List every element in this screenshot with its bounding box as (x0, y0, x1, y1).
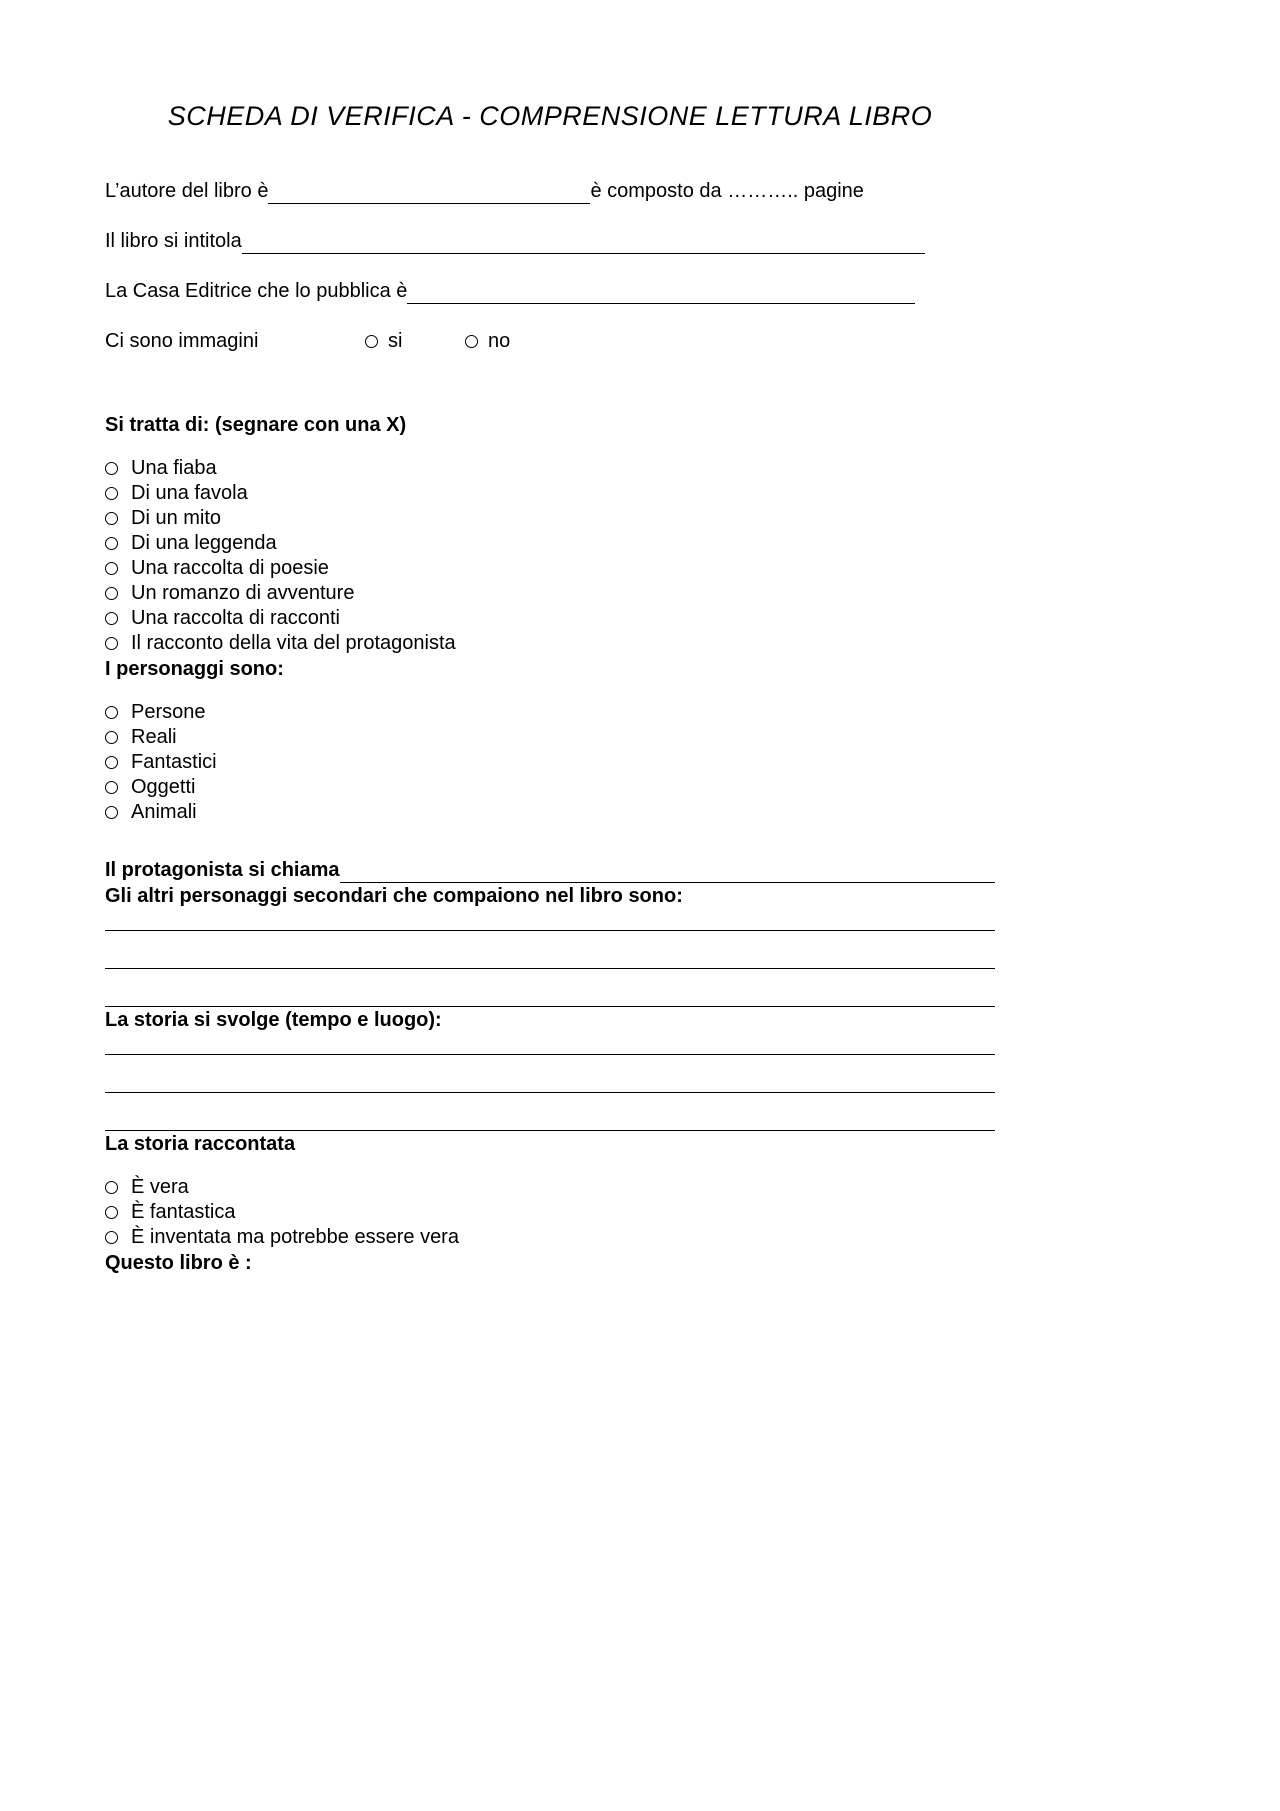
images-option-si[interactable] (365, 328, 465, 354)
section-heading-raccontata: La storia raccontata (105, 1133, 296, 1155)
radio-circle-icon[interactable] (465, 335, 478, 348)
option-item[interactable] (105, 1225, 995, 1250)
option-item[interactable] (105, 581, 995, 606)
option-label: Una raccolta di poesie (131, 557, 329, 579)
option-item[interactable] (105, 775, 995, 800)
radio-circle-icon[interactable] (105, 1206, 118, 1219)
option-item[interactable] (105, 456, 995, 481)
radio-circle-icon[interactable] (105, 537, 118, 550)
story-options-list (105, 1175, 995, 1250)
radio-circle-icon[interactable] (105, 462, 118, 475)
book-title-line (105, 228, 925, 254)
section-heading-secondari: Gli altri personaggi secondari che compaiono nel libro sono: (105, 885, 683, 907)
section-heading-personaggi: I personaggi sono: (105, 658, 284, 680)
book-title-label: Il libro si intitola (105, 230, 242, 252)
option-label: Oggetti (131, 776, 196, 798)
option-label: Animali (131, 801, 197, 823)
radio-circle-icon[interactable] (105, 487, 118, 500)
images-line (105, 328, 995, 354)
option-label: Il racconto della vita del protagonista (131, 632, 456, 654)
radio-circle-icon[interactable] (105, 756, 118, 769)
radio-circle-icon[interactable] (105, 731, 118, 744)
option-label: Un romanzo di avventure (131, 582, 355, 604)
option-label: Di un mito (131, 507, 222, 529)
protagonist-blank-field[interactable] (340, 859, 995, 883)
write-line-field[interactable] (105, 931, 995, 969)
radio-circle-icon[interactable] (105, 1181, 118, 1194)
radio-circle-icon[interactable] (105, 806, 118, 819)
option-item[interactable] (105, 506, 995, 531)
publisher-blank-field[interactable] (407, 280, 915, 304)
section-heading-questo-libro: Questo libro è : (105, 1252, 252, 1274)
radio-circle-icon[interactable] (105, 637, 118, 650)
images-label: Ci sono immagini (105, 330, 259, 352)
option-label: Una fiaba (131, 457, 217, 479)
author-line (105, 178, 995, 204)
option-item[interactable] (105, 800, 995, 825)
images-yes-label: si (388, 330, 403, 352)
radio-circle-icon[interactable] (105, 612, 118, 625)
write-line-field[interactable] (105, 969, 995, 1007)
write-line-field[interactable] (105, 1055, 995, 1093)
publisher-line (105, 278, 915, 304)
protagonist-label: Il protagonista si chiama (105, 859, 340, 881)
radio-circle-icon[interactable] (105, 512, 118, 525)
option-label: Reali (131, 726, 177, 748)
pages-label: è composto da ……….. pagine (590, 180, 864, 202)
option-item[interactable] (105, 1200, 995, 1225)
option-label: Fantastici (131, 751, 217, 773)
option-item[interactable] (105, 700, 995, 725)
option-item[interactable] (105, 750, 995, 775)
radio-circle-icon[interactable] (105, 706, 118, 719)
write-line-field[interactable] (105, 1033, 995, 1055)
option-label: Persone (131, 701, 206, 723)
radio-circle-icon[interactable] (105, 587, 118, 600)
write-line-field[interactable] (105, 909, 995, 931)
radio-circle-icon[interactable] (105, 562, 118, 575)
publisher-label: La Casa Editrice che lo pubblica è (105, 280, 408, 302)
option-item[interactable] (105, 531, 995, 556)
option-item[interactable] (105, 1175, 995, 1200)
book-title-blank-field[interactable] (242, 230, 925, 254)
author-blank-field[interactable] (268, 180, 590, 204)
radio-circle-icon[interactable] (365, 335, 378, 348)
option-label: È vera (131, 1176, 189, 1198)
option-label: È fantastica (131, 1201, 236, 1223)
images-option-no[interactable] (465, 328, 510, 354)
author-label: L’autore del libro è (105, 180, 269, 202)
characters-options-list (105, 700, 995, 825)
option-label: Una raccolta di racconti (131, 607, 340, 629)
radio-circle-icon[interactable] (105, 781, 118, 794)
setting-write-lines (105, 1033, 995, 1131)
secondary-write-lines (105, 909, 995, 1007)
option-item[interactable] (105, 556, 995, 581)
option-item[interactable] (105, 606, 995, 631)
option-item[interactable] (105, 631, 995, 656)
page-title: SCHEDA DI VERIFICA - COMPRENSIONE LETTURA LIBRO (167, 101, 933, 131)
radio-circle-icon[interactable] (105, 1231, 118, 1244)
section-heading-tipo: Si tratta di: (segnare con una X) (105, 414, 407, 436)
option-item[interactable] (105, 481, 995, 506)
write-line-field[interactable] (105, 1093, 995, 1131)
images-no-label: no (488, 330, 511, 352)
option-label: Di una leggenda (131, 532, 277, 554)
section-heading-svolge: La storia si svolge (tempo e luogo): (105, 1009, 442, 1031)
type-options-list (105, 456, 995, 656)
protagonist-line (105, 857, 995, 883)
option-label: Di una favola (131, 482, 248, 504)
option-item[interactable] (105, 725, 995, 750)
option-label: È inventata ma potrebbe essere vera (131, 1226, 459, 1248)
